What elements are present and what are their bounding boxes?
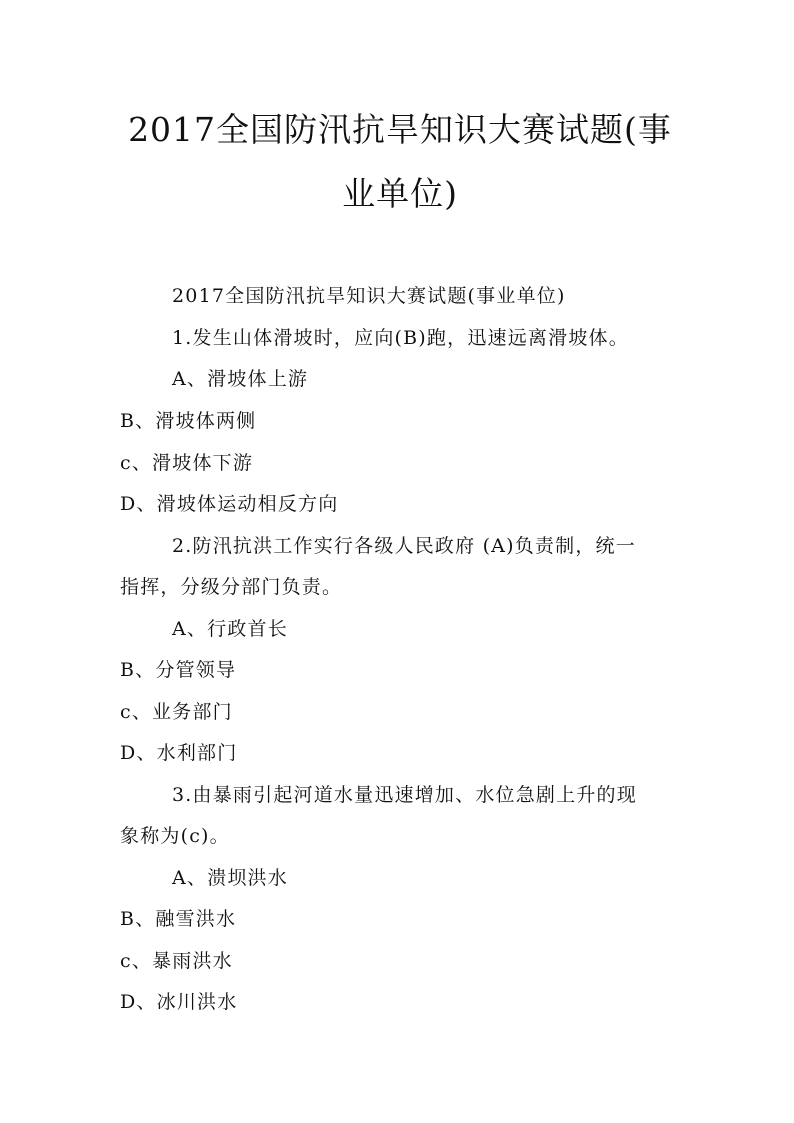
question-2-stem-line-1: 2.防汛抗洪工作实行各级人民政府 (A)负责制，统一: [172, 535, 636, 557]
question-3-option-c: c、暴雨洪水: [120, 950, 233, 972]
question-3-stem-line-2: 象称为(c)。: [120, 825, 230, 847]
question-1-option-b: B、滑坡体两侧: [120, 410, 257, 432]
question-2-option-b: B、分管领导: [120, 659, 237, 681]
question-3-option-a: A、溃坝洪水: [172, 867, 288, 889]
question-1-option-d: D、滑坡体运动相反方向: [120, 493, 339, 515]
question-3-option-d: D、冰川洪水: [120, 991, 238, 1013]
question-2-option-c: c、业务部门: [120, 701, 233, 723]
question-2-stem-line-2: 指挥，分级分部门负责。: [120, 576, 343, 598]
question-3-option-b: B、融雪洪水: [120, 908, 237, 930]
document-title: 2017全国防汛抗旱知识大赛试题(事业单位): [128, 110, 672, 213]
question-2-option-a: A、行政首长: [172, 618, 288, 640]
question-2-option-d: D、水利部门: [120, 742, 238, 764]
question-1-option-c: c、滑坡体下游: [120, 452, 254, 474]
section-heading: 2017全国防汛抗旱知识大赛试题(事业单位): [172, 285, 566, 307]
question-3-stem-line-1: 3.由暴雨引起河道水量迅速增加、水位急剧上升的现: [172, 784, 637, 806]
question-1-stem: 1.发生山体滑坡时，应向(B)跑，迅速远离滑坡体。: [172, 327, 629, 349]
question-1-option-a: A、滑坡体上游: [172, 368, 309, 390]
